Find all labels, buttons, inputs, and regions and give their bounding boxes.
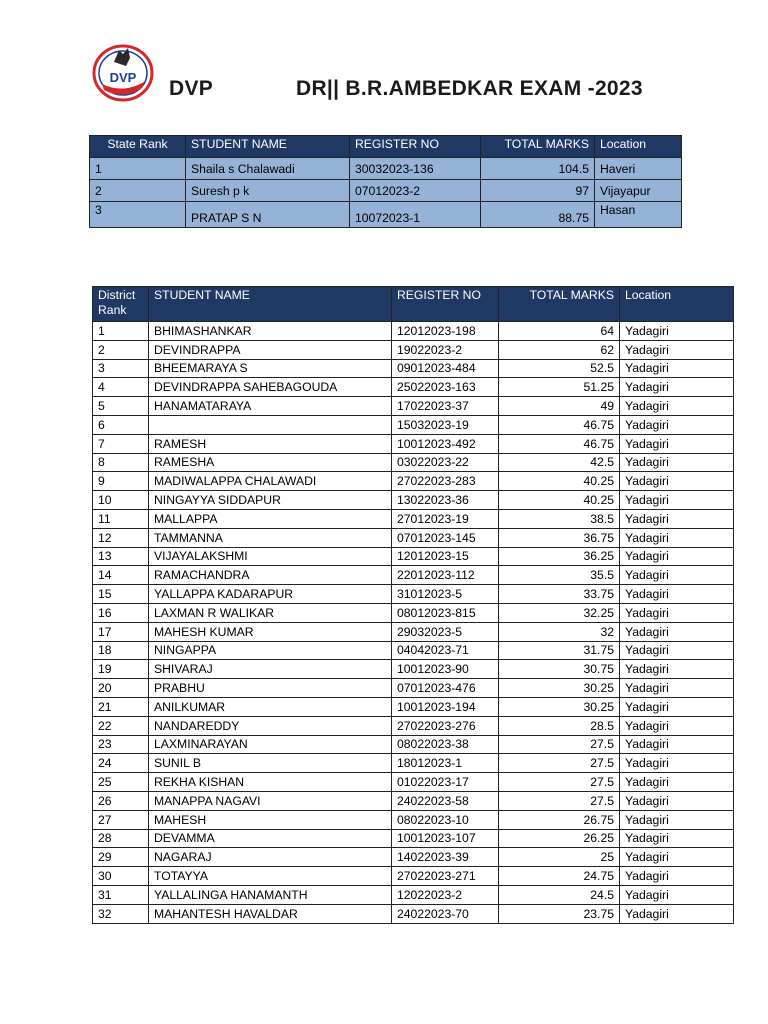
register-no-cell: 07012023-476	[392, 679, 499, 698]
location-cell: Yadagiri	[620, 716, 734, 735]
register-no-cell: 10012023-107	[392, 829, 499, 848]
student-name-cell: NINGAYYA SIDDAPUR	[149, 491, 392, 510]
rank-cell: 28	[93, 829, 149, 848]
table-row	[93, 397, 734, 416]
brand-name: DVP	[169, 77, 214, 100]
location-cell: Yadagiri	[620, 491, 734, 510]
rank-cell: 11	[93, 509, 149, 528]
student-name-cell: BHEEMARAYA S	[149, 359, 392, 378]
table-row	[93, 622, 734, 641]
student-name-cell: LAXMAN R WALIKAR	[149, 603, 392, 622]
register-no-cell: 17022023-37	[392, 397, 499, 416]
table-row	[93, 754, 734, 773]
student-name-cell: DEVAMMA	[149, 829, 392, 848]
register-no-cell: 10072023-1	[350, 202, 481, 228]
location-cell: Yadagiri	[620, 378, 734, 397]
table-row	[93, 472, 734, 491]
total-marks-cell: 104.5	[481, 158, 595, 180]
column-header: TOTAL MARKS	[499, 287, 620, 322]
location-cell: Yadagiri	[620, 660, 734, 679]
total-marks-cell: 30.25	[499, 679, 620, 698]
total-marks-cell: 26.75	[499, 810, 620, 829]
column-header: REGISTER NO	[392, 287, 499, 322]
rank-cell: 29	[93, 848, 149, 867]
register-no-cell: 12022023-2	[392, 885, 499, 904]
location-cell: Haveri	[595, 158, 682, 180]
district-rank-table	[92, 286, 734, 924]
table-row	[93, 415, 734, 434]
table-row	[93, 791, 734, 810]
total-marks-cell: 36.25	[499, 547, 620, 566]
student-name-cell: Shaila s Chalawadi	[186, 158, 350, 180]
total-marks-cell: 52.5	[499, 359, 620, 378]
total-marks-cell: 23.75	[499, 904, 620, 923]
column-header: REGISTER NO	[350, 136, 481, 158]
rank-cell: 3	[90, 202, 186, 228]
location-cell: Yadagiri	[620, 622, 734, 641]
student-name-cell: RAMACHANDRA	[149, 566, 392, 585]
rank-cell: 2	[93, 340, 149, 359]
location-cell: Yadagiri	[620, 679, 734, 698]
rank-cell: 9	[93, 472, 149, 491]
total-marks-cell: 27.5	[499, 791, 620, 810]
table-row	[93, 697, 734, 716]
table-row	[93, 716, 734, 735]
location-cell: Yadagiri	[620, 434, 734, 453]
table-row	[90, 202, 682, 228]
total-marks-cell: 33.75	[499, 585, 620, 604]
table-row	[93, 359, 734, 378]
rank-cell: 4	[93, 378, 149, 397]
student-name-cell: HANAMATARAYA	[149, 397, 392, 416]
register-no-cell: 15032023-19	[392, 415, 499, 434]
student-name-cell: RAMESHA	[149, 453, 392, 472]
table-row	[93, 810, 734, 829]
location-cell: Yadagiri	[620, 547, 734, 566]
register-no-cell: 31012023-5	[392, 585, 499, 604]
rank-cell: 15	[93, 585, 149, 604]
table-row	[93, 735, 734, 754]
location-cell: Yadagiri	[620, 829, 734, 848]
student-name-cell: MAHANTESH HAVALDAR	[149, 904, 392, 923]
table-row	[90, 158, 682, 180]
total-marks-cell: 35.5	[499, 566, 620, 585]
table-row	[93, 434, 734, 453]
student-name-cell: REKHA KISHAN	[149, 773, 392, 792]
student-name-cell: YALLAPPA KADARAPUR	[149, 585, 392, 604]
location-cell: Yadagiri	[620, 340, 734, 359]
total-marks-cell: 28.5	[499, 716, 620, 735]
register-no-cell: 04042023-71	[392, 641, 499, 660]
rank-cell: 23	[93, 735, 149, 754]
rank-cell: 1	[93, 322, 149, 341]
student-name-cell: MANAPPA NAGAVI	[149, 791, 392, 810]
table-row	[93, 547, 734, 566]
column-header	[93, 287, 149, 322]
total-marks-cell: 27.5	[499, 735, 620, 754]
total-marks-cell: 25	[499, 848, 620, 867]
location-cell: Yadagiri	[620, 885, 734, 904]
total-marks-cell: 40.25	[499, 472, 620, 491]
total-marks-cell: 32.25	[499, 603, 620, 622]
student-name-cell: MAHESH	[149, 810, 392, 829]
total-marks-cell: 97	[481, 180, 595, 202]
student-name-cell: ANILKUMAR	[149, 697, 392, 716]
table-row	[93, 603, 734, 622]
rank-cell: 17	[93, 622, 149, 641]
register-no-cell: 10012023-492	[392, 434, 499, 453]
state-rank-table	[89, 135, 682, 228]
table-row	[93, 453, 734, 472]
table-row	[93, 378, 734, 397]
register-no-cell: 09012023-484	[392, 359, 499, 378]
rank-cell: 1	[90, 158, 186, 180]
location-cell: Yadagiri	[620, 810, 734, 829]
location-cell: Yadagiri	[620, 566, 734, 585]
location-cell: Yadagiri	[620, 585, 734, 604]
location-cell: Yadagiri	[620, 603, 734, 622]
student-name-cell: NINGAPPA	[149, 641, 392, 660]
table-row	[93, 585, 734, 604]
rank-cell: 22	[93, 716, 149, 735]
student-name-cell: MADIWALAPPA CHALAWADI	[149, 472, 392, 491]
register-no-cell: 08022023-10	[392, 810, 499, 829]
register-no-cell: 29032023-5	[392, 622, 499, 641]
rank-cell: 10	[93, 491, 149, 510]
total-marks-cell: 32	[499, 622, 620, 641]
rank-cell: 30	[93, 867, 149, 886]
location-cell: Vijayapur	[595, 180, 682, 202]
table-row	[93, 773, 734, 792]
total-marks-cell: 27.5	[499, 754, 620, 773]
rank-cell: 27	[93, 810, 149, 829]
student-name-cell: DEVINDRAPPA	[149, 340, 392, 359]
register-no-cell: 19022023-2	[392, 340, 499, 359]
total-marks-cell: 46.75	[499, 415, 620, 434]
table-row	[93, 660, 734, 679]
table-row	[93, 679, 734, 698]
page-title: DR|| B.R.AMBEDKAR EXAM -2023	[296, 77, 643, 100]
rank-cell: 31	[93, 885, 149, 904]
location-cell: Yadagiri	[620, 773, 734, 792]
register-no-cell: 07012023-145	[392, 528, 499, 547]
total-marks-cell: 46.75	[499, 434, 620, 453]
location-cell: Yadagiri	[620, 848, 734, 867]
student-name-cell: Suresh p k	[186, 180, 350, 202]
student-name-cell	[149, 415, 392, 434]
student-name-cell: TAMMANNA	[149, 528, 392, 547]
student-name-cell: NANDAREDDY	[149, 716, 392, 735]
location-cell: Yadagiri	[620, 453, 734, 472]
rank-cell: 16	[93, 603, 149, 622]
column-header: TOTAL MARKS	[481, 136, 595, 158]
table-row	[93, 528, 734, 547]
register-no-cell: 01022023-17	[392, 773, 499, 792]
table-header-row	[90, 136, 682, 158]
location-cell: Yadagiri	[620, 415, 734, 434]
table-row	[93, 322, 734, 341]
register-no-cell: 24022023-58	[392, 791, 499, 810]
register-no-cell: 27012023-19	[392, 509, 499, 528]
table-row	[93, 829, 734, 848]
register-no-cell: 13022023-36	[392, 491, 499, 510]
total-marks-cell: 42.5	[499, 453, 620, 472]
student-name-cell: NAGARAJ	[149, 848, 392, 867]
location-cell: Yadagiri	[620, 697, 734, 716]
register-no-cell: 30032023-136	[350, 158, 481, 180]
location-cell: Yadagiri	[620, 754, 734, 773]
rank-cell: 13	[93, 547, 149, 566]
dvp-logo	[92, 42, 156, 102]
register-no-cell: 12012023-15	[392, 547, 499, 566]
register-no-cell: 18012023-1	[392, 754, 499, 773]
total-marks-cell: 30.75	[499, 660, 620, 679]
register-no-cell: 10012023-194	[392, 697, 499, 716]
student-name-cell: VIJAYALAKSHMI	[149, 547, 392, 566]
total-marks-cell: 27.5	[499, 773, 620, 792]
total-marks-cell: 36.75	[499, 528, 620, 547]
total-marks-cell: 40.25	[499, 491, 620, 510]
rank-cell: 25	[93, 773, 149, 792]
location-cell: Hasan	[595, 202, 682, 228]
column-header: STUDENT NAME	[186, 136, 350, 158]
location-cell: Yadagiri	[620, 641, 734, 660]
register-no-cell: 14022023-39	[392, 848, 499, 867]
register-no-cell: 12012023-198	[392, 322, 499, 341]
total-marks-cell: 24.75	[499, 867, 620, 886]
total-marks-cell: 26.25	[499, 829, 620, 848]
student-name-cell: DEVINDRAPPA SAHEBAGOUDA	[149, 378, 392, 397]
location-cell: Yadagiri	[620, 528, 734, 547]
table-row	[93, 885, 734, 904]
column-header: State Rank	[90, 136, 186, 158]
table-row	[93, 641, 734, 660]
rank-cell: 18	[93, 641, 149, 660]
location-cell: Yadagiri	[620, 735, 734, 754]
table-row	[93, 340, 734, 359]
total-marks-cell: 51.25	[499, 378, 620, 397]
logo-text: DVP	[109, 70, 137, 85]
register-no-cell: 22012023-112	[392, 566, 499, 585]
rank-cell: 8	[93, 453, 149, 472]
register-no-cell: 27022023-276	[392, 716, 499, 735]
column-header: Location	[620, 287, 734, 322]
location-cell: Yadagiri	[620, 867, 734, 886]
total-marks-cell: 38.5	[499, 509, 620, 528]
total-marks-cell: 30.25	[499, 697, 620, 716]
rank-cell: 6	[93, 415, 149, 434]
rank-cell: 20	[93, 679, 149, 698]
location-cell: Yadagiri	[620, 472, 734, 491]
register-no-cell: 08012023-815	[392, 603, 499, 622]
location-cell: Yadagiri	[620, 791, 734, 810]
total-marks-cell: 62	[499, 340, 620, 359]
district-rank-header: District Rank	[98, 288, 136, 317]
register-no-cell: 27022023-283	[392, 472, 499, 491]
location-cell: Yadagiri	[620, 509, 734, 528]
table-row	[93, 848, 734, 867]
table-row	[93, 509, 734, 528]
register-no-cell: 07012023-2	[350, 180, 481, 202]
student-name-cell: RAMESH	[149, 434, 392, 453]
student-name-cell: PRABHU	[149, 679, 392, 698]
table-row	[93, 904, 734, 923]
table-row	[90, 180, 682, 202]
location-cell: Yadagiri	[620, 359, 734, 378]
column-header: Location	[595, 136, 682, 158]
register-no-cell: 08022023-38	[392, 735, 499, 754]
register-no-cell: 25022023-163	[392, 378, 499, 397]
student-name-cell: PRATAP S N	[186, 202, 350, 228]
rank-cell: 21	[93, 697, 149, 716]
register-no-cell: 03022023-22	[392, 453, 499, 472]
total-marks-cell: 24.5	[499, 885, 620, 904]
total-marks-cell: 64	[499, 322, 620, 341]
location-cell: Yadagiri	[620, 904, 734, 923]
total-marks-cell: 49	[499, 397, 620, 416]
student-name-cell: TOTAYYA	[149, 867, 392, 886]
rank-cell: 26	[93, 791, 149, 810]
rank-cell: 12	[93, 528, 149, 547]
student-name-cell: SUNIL B	[149, 754, 392, 773]
student-name-cell: MALLAPPA	[149, 509, 392, 528]
table-row	[93, 867, 734, 886]
student-name-cell: LAXMINARAYAN	[149, 735, 392, 754]
table-row	[93, 566, 734, 585]
rank-cell: 7	[93, 434, 149, 453]
register-no-cell: 24022023-70	[392, 904, 499, 923]
rank-cell: 5	[93, 397, 149, 416]
total-marks-cell: 31.75	[499, 641, 620, 660]
rank-cell: 24	[93, 754, 149, 773]
location-cell: Yadagiri	[620, 322, 734, 341]
student-name-cell: BHIMASHANKAR	[149, 322, 392, 341]
register-no-cell: 27022023-271	[392, 867, 499, 886]
table-header-row	[93, 287, 734, 322]
table-row	[93, 491, 734, 510]
student-name-cell: SHIVARAJ	[149, 660, 392, 679]
register-no-cell: 10012023-90	[392, 660, 499, 679]
rank-cell: 14	[93, 566, 149, 585]
total-marks-cell: 88.75	[481, 202, 595, 228]
column-header: STUDENT NAME	[149, 287, 392, 322]
rank-cell: 3	[93, 359, 149, 378]
student-name-cell: YALLALINGA HANAMANTH	[149, 885, 392, 904]
rank-cell: 32	[93, 904, 149, 923]
rank-cell: 2	[90, 180, 186, 202]
student-name-cell: MAHESH KUMAR	[149, 622, 392, 641]
location-cell: Yadagiri	[620, 397, 734, 416]
rank-cell: 19	[93, 660, 149, 679]
